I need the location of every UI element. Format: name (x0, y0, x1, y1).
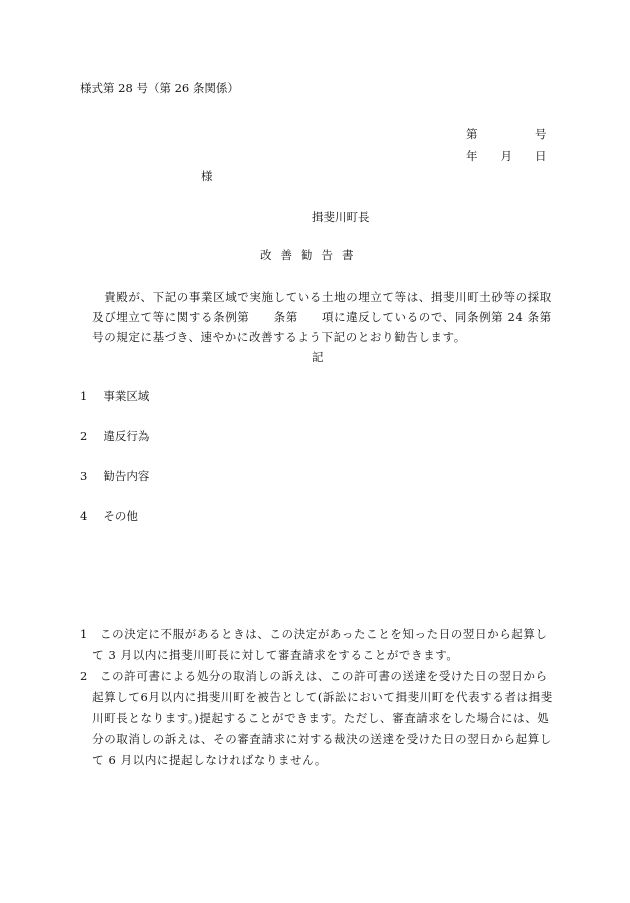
issuer-name: 揖斐川町長 (312, 210, 370, 224)
item-label: その他 (103, 509, 138, 523)
note-line: 川町長となります。)提起することができます。ただし、審査請求をした場合には、処 (80, 711, 550, 725)
item-number: 2 (80, 429, 88, 443)
form-label: 様式第 28 号（第 26 条関係） (80, 81, 239, 95)
note-line: 分の取消しの訴えは、その審査請求に対する裁決の送達を受けた日の翌日から起算し (80, 732, 552, 746)
body-line: 号の規定に基づき、速やかに改善するよう下記のとおり勧告します。 (80, 330, 466, 344)
document-number-line: 第 号 (466, 127, 547, 141)
item-number: 1 (80, 389, 88, 403)
item-label: 事業区域 (103, 389, 150, 403)
note-line: 1 この決定に不服があるときは、この決定があったことを知った日の翌日から起算し (80, 627, 548, 641)
note-line: て 3 月以内に揖斐川町長に対して審査請求をすることができます。 (80, 648, 459, 662)
document-title: 改善勧告書 (260, 248, 363, 262)
ki-heading: 記 (312, 350, 324, 364)
item-number: 3 (80, 469, 88, 483)
addressee-suffix: 様 (201, 169, 213, 183)
body-line: 及び埋立て等に関する条例第 条第 項に違反しているので、同条例第 24 条第 (80, 310, 552, 324)
list-item (80, 388, 149, 404)
list-item (80, 468, 149, 484)
note-line: て 6 月以内に提起しなければなりません。 (80, 753, 328, 767)
list-item (80, 508, 138, 524)
note-line: 起算して6月以内に揖斐川町を被告として(訴訟において揖斐川町を代表する者は揖斐 (80, 690, 553, 704)
date-line: 年 月 日 (466, 149, 547, 163)
item-number: 4 (80, 509, 88, 523)
list-item (80, 428, 149, 444)
note-line: 2 この許可書による処分の取消しの訴えは、この許可書の送達を受けた日の翌日から (80, 669, 548, 683)
item-label: 違反行為 (103, 429, 150, 443)
item-label: 勧告内容 (103, 469, 150, 483)
body-line: 貴殿が、下記の事業区域で実施している土地の埋立て等は、揖斐川町土砂等の採取 (80, 290, 552, 304)
